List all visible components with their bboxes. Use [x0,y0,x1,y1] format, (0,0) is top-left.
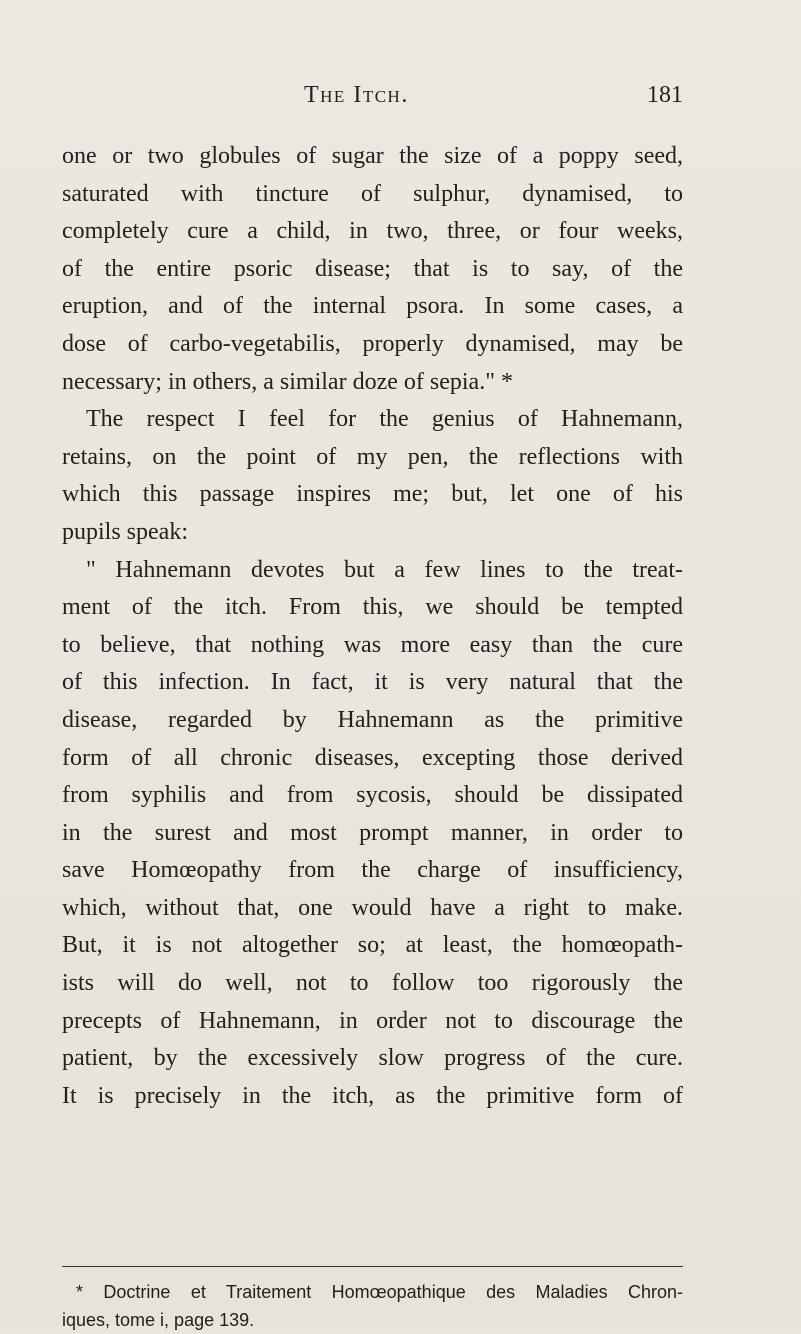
page-number: 181 [647,82,683,108]
text-line: ists will do well, not to follow too rigorously the [62,970,683,997]
text-line: in the surest and most prompt manner, in order to [62,819,683,846]
footnote-line: * Doctrine et Traitement Homœopathique des Maladies Chron- [76,1282,683,1302]
page-header [62,82,683,116]
footnote-line: iques, tome i, page 139. [62,1310,255,1330]
text-line: of this infection. In fact, it is very natural that the [62,669,683,696]
text-line: which, without that, one would have a right to make. [62,894,683,921]
text-line: completely cure a child, in two, three, or four weeks, [62,218,683,245]
text-line: patient, by the excessively slow progress of the cure. [62,1045,683,1072]
body-text [62,138,683,1115]
text-line: from syphilis and from sycosis, should be dissipated [62,782,683,809]
running-head: The Itch. [304,82,409,108]
footnote-rule [62,1266,683,1267]
text-line: pupils speak: [62,518,188,545]
text-line: disease, regarded by Hahnemann as the primitive [62,706,683,733]
text-line: save Homœopathy from the charge of insufficiency, [62,857,683,884]
text-line: saturated with tincture of sulphur, dynamised, to [62,180,683,207]
text-line: eruption, and of the internal psora. In some cases, a [62,293,683,320]
text-line: form of all chronic diseases, excepting those derived [62,744,683,771]
text-line: one or two globules of sugar the size of a poppy seed, [62,143,683,169]
text-line: But, it is not altogether so; at least, the homœopath- [62,932,683,959]
text-line: The respect I feel for the genius of Hahnemann, [86,406,683,433]
text-line: to believe, that nothing was more easy than the cure [62,631,683,658]
text-line: precepts of Hahnemann, in order not to discourage the [62,1007,683,1034]
text-line: It is precisely in the itch, as the primitive form of [62,1082,683,1109]
text-line: of the entire psoric disease; that is to say, of the [62,255,683,282]
text-line: " Hahnemann devotes but a few lines to the treat- [86,556,683,583]
text-line: retains, on the point of my pen, the reflections with [62,443,683,470]
text-line: necessary; in others, a similar doze of sepia." * [62,368,513,395]
text-line: ment of the itch. From this, we should be tempted [62,594,683,621]
text-line: dose of carbo-vegetabilis, properly dynamised, may be [62,330,683,357]
text-line: which this passage inspires me; but, let one of his [62,481,683,508]
